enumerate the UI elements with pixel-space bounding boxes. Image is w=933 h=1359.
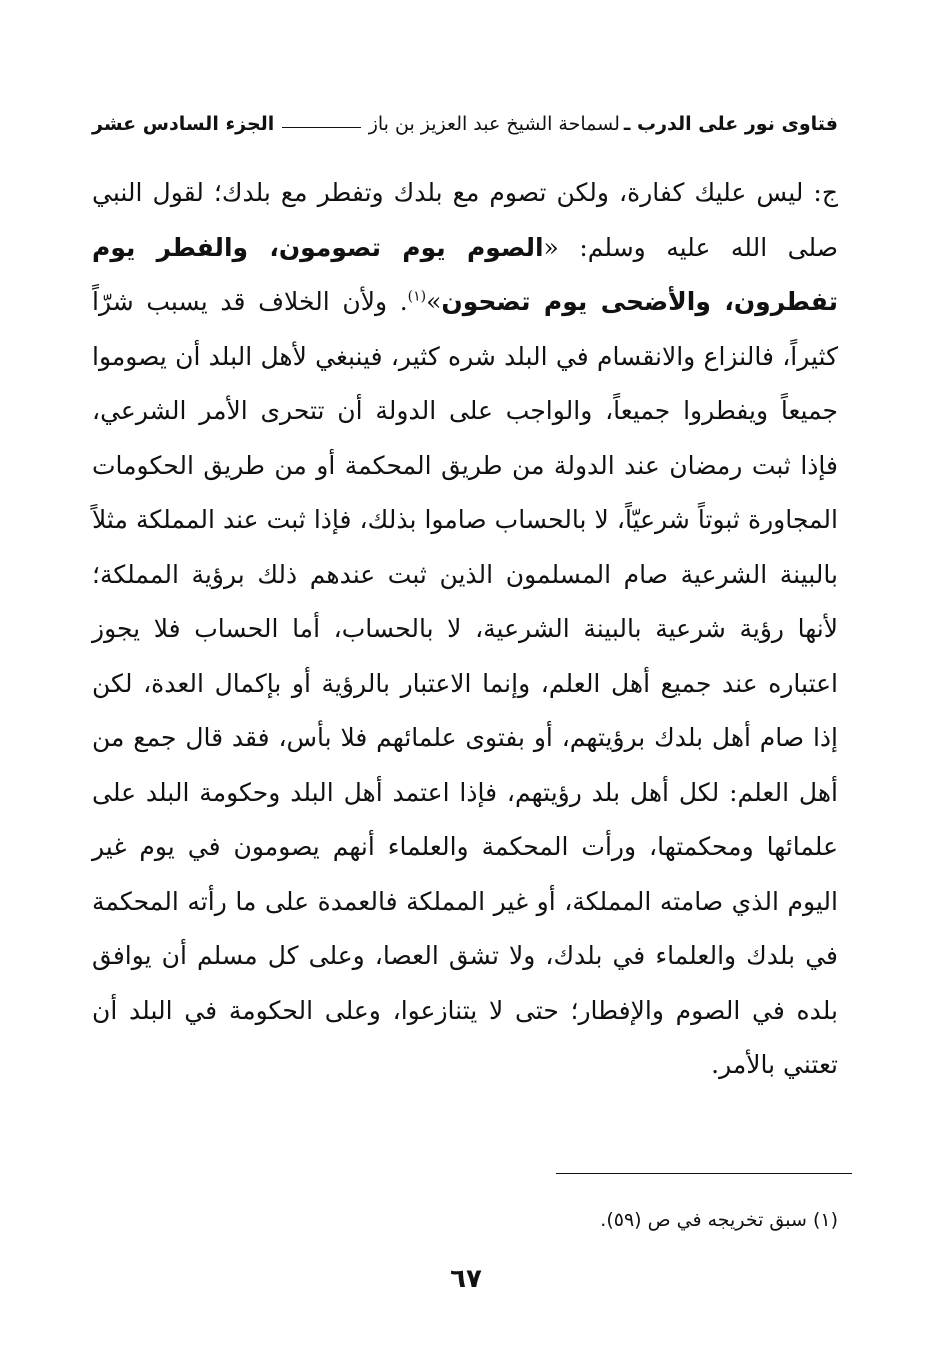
hadith-quote: الصوم يوم تصومون، والفطر يوم تفطرون، والأضحى يوم تضحون bbox=[92, 232, 838, 316]
running-header bbox=[92, 104, 838, 144]
header-rule bbox=[282, 127, 360, 128]
footnote-reference: (١) bbox=[407, 288, 427, 305]
volume-label: الجزء السادس عشر bbox=[92, 113, 275, 135]
footnote-divider bbox=[556, 1173, 852, 1174]
footnote: (١) سبق تخريجه في ص (٥٩). bbox=[600, 1209, 838, 1231]
quote-close: » bbox=[426, 287, 442, 316]
book-title: فتاوى نور على الدرب ـ bbox=[623, 113, 838, 135]
answer-body: . ولأن الخلاف قد يسبب شرّاً كثيراً، فالنزاع والانقسام في البلد شره كثير، فينبغي لأهل البلد أن يصوموا جميعاً ويفطروا جميعاً، والواجب على الدولة أن تتحرى الأمر الشرعي، فإذا ثبت رمضان عند الدولة من طريق المحكمة أو من طريق الحكومات المجاورة ثبوتاً شرعيّاً، لا بالحساب صاموا بذلك، فإذا ثبت عند المملكة مثلاً بالبينة الشرعية صام المسلمون الذين ثبت عندهم ذلك برؤية المملكة؛ لأنها رؤية شرعية بالبينة الشرعية، لا بالحساب، أما الحساب فلا يجوز اعتباره عند جميع أهل العلم، وإنما الاعتبار بالرؤية أو بإكمال العدة، لكن إذا صام أهل بلدك برؤيتهم، أو بفتوى علمائهم فلا بأس، فقد قال جمع من أهل العلم: لكل أهل بلد رؤيتهم، فإذا اعتمد أهل البلد وحكومة البلد على علمائها ومحكمتها، ورأت المحكمة والعلماء أنهم يصومون في يوم غير اليوم الذي صامته المملكة، أو غير المملكة فالعمدة على ما رأته المحكمة في بلدك والعلماء في بلدك، ولا تشق العصا، وعلى كل مسلم أن يوافق بلده في الصوم والإفطار؛ حتى لا يتنازعوا، وعلى الحكومة في البلد أن تعتني بالأمر. bbox=[92, 287, 838, 1079]
author-name: لسماحة الشيخ عبد العزيز بن باز bbox=[368, 113, 620, 135]
main-text bbox=[92, 166, 838, 1093]
page-number: ٦٧ bbox=[450, 1264, 482, 1294]
answer-intro: ج: ليس عليك كفارة، ولكن تصوم مع بلدك وتفطر مع بلدك؛ لقول النبي صلى الله عليه وسلم: « bbox=[92, 178, 839, 262]
